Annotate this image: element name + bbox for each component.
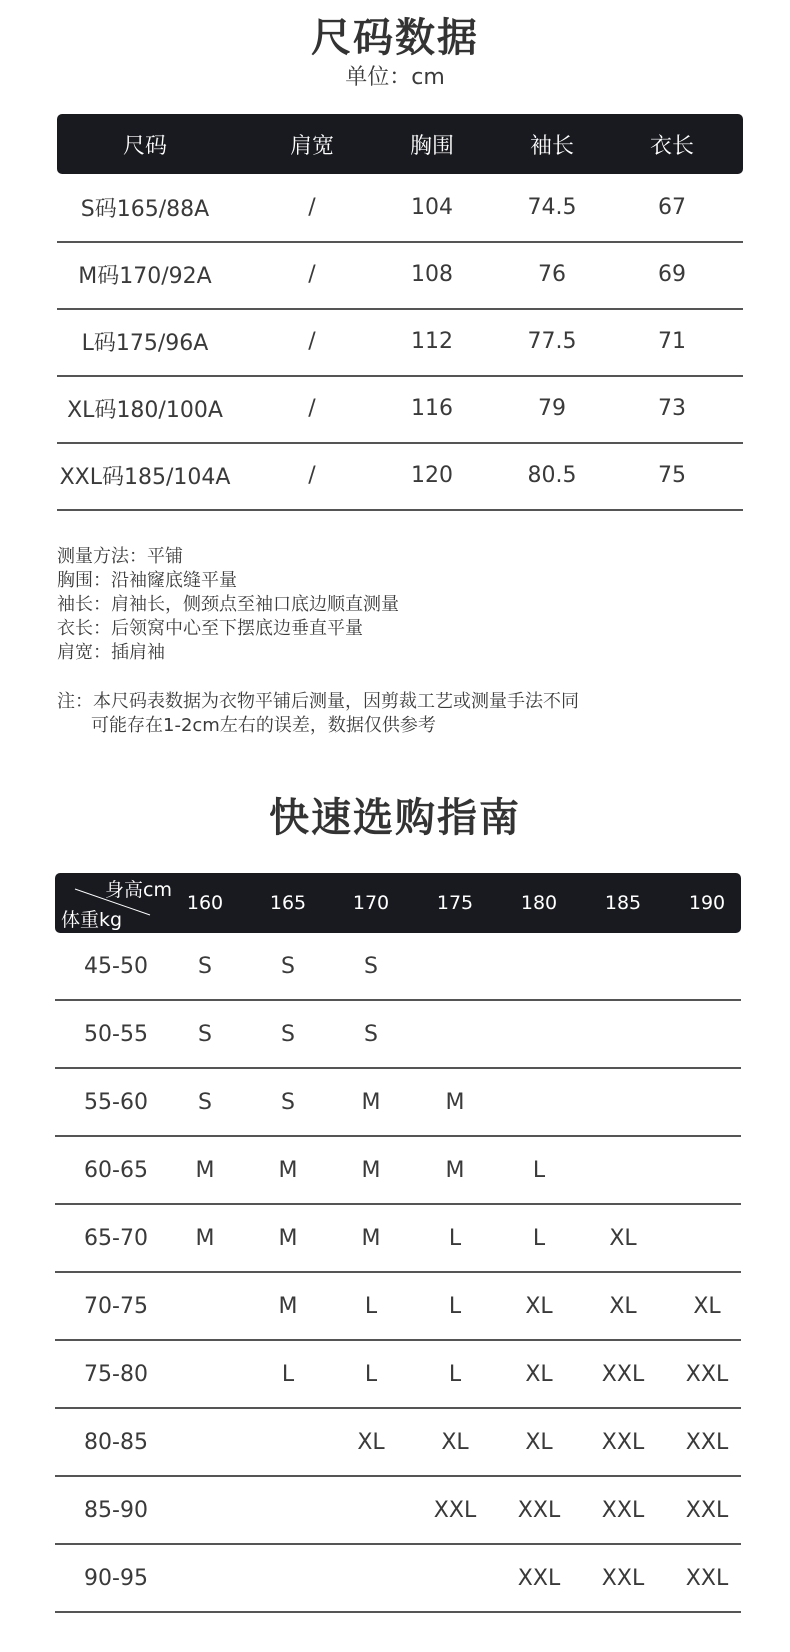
size-table-row	[57, 174, 743, 243]
size-cell: 116	[411, 396, 453, 421]
guide-table-row	[55, 1545, 741, 1613]
recommended-size-cell: XL	[609, 1293, 637, 1319]
recommended-size-cell: L	[448, 1361, 462, 1387]
recommended-size-cell: M	[195, 1225, 215, 1251]
recommended-size-cell: L	[448, 1293, 462, 1319]
size-cell: 71	[658, 329, 686, 354]
size-table-header	[57, 114, 743, 174]
recommended-size-cell: XL	[441, 1429, 469, 1455]
guide-table-row	[55, 1001, 741, 1069]
recommended-size-cell: L	[532, 1225, 546, 1251]
weight-range-cell: 75-80	[84, 1361, 148, 1387]
recommended-size-cell: M	[361, 1225, 381, 1251]
recommended-size-cell: S	[198, 1089, 212, 1115]
recommended-size-cell: M	[361, 1157, 381, 1183]
disclaimer-note	[57, 690, 579, 738]
guide-title: 快速选购指南	[269, 795, 521, 841]
size-cell: 120	[411, 463, 453, 488]
measurement-notes	[57, 545, 399, 665]
recommended-size-cell: M	[278, 1293, 298, 1319]
size-cell: 79	[538, 396, 566, 421]
recommended-size-cell: M	[361, 1089, 381, 1115]
recommended-size-cell: S	[281, 1021, 295, 1047]
size-cell: XL码180/100A	[67, 398, 223, 423]
size-cell: 108	[411, 262, 453, 287]
size-header-cell: 袖长	[529, 133, 575, 159]
size-cell: /	[308, 396, 316, 421]
size-cell: /	[308, 262, 316, 287]
size-table-row	[57, 442, 743, 511]
guide-table-row	[55, 1477, 741, 1545]
recommended-size-cell: S	[364, 1021, 378, 1047]
recommended-size-cell: S	[281, 1089, 295, 1115]
weight-range-cell: 60-65	[84, 1157, 148, 1183]
size-cell: 74.5	[527, 195, 577, 220]
recommended-size-cell: XXL	[685, 1565, 729, 1591]
size-cell: XXL码185/104A	[59, 465, 231, 490]
weight-range-cell: 45-50	[84, 953, 148, 979]
recommended-size-cell: M	[278, 1157, 298, 1183]
size-cell: M码170/92A	[78, 264, 212, 289]
height-axis-label: 身高cm	[105, 879, 172, 901]
recommended-size-cell: XXL	[601, 1429, 645, 1455]
height-header-cell: 170	[352, 892, 390, 914]
weight-range-cell: 70-75	[84, 1293, 148, 1319]
measurement-note-line: 衣长：后领窝中心至下摆底边垂直平量	[57, 618, 363, 639]
height-header-cell: 160	[186, 892, 224, 914]
size-cell: /	[308, 463, 316, 488]
recommended-size-cell: XL	[525, 1361, 553, 1387]
height-header-cell: 185	[604, 892, 642, 914]
recommended-size-cell: L	[364, 1361, 378, 1387]
recommended-size-cell: XXL	[601, 1361, 645, 1387]
guide-table-row	[55, 1341, 741, 1409]
weight-range-cell: 50-55	[84, 1021, 148, 1047]
recommended-size-cell: L	[532, 1157, 546, 1183]
weight-axis-label: 体重kg	[61, 909, 123, 931]
guide-table-header	[55, 873, 741, 933]
weight-range-cell: 90-95	[84, 1565, 148, 1591]
weight-range-cell: 80-85	[84, 1429, 148, 1455]
weight-range-cell: 55-60	[84, 1089, 148, 1115]
guide-table-row	[55, 1205, 741, 1273]
recommended-size-cell: M	[445, 1157, 465, 1183]
size-table-row	[57, 241, 743, 310]
size-cell: L码175/96A	[81, 331, 209, 356]
recommended-size-cell: XXL	[685, 1497, 729, 1523]
recommended-size-cell: XXL	[433, 1497, 477, 1523]
size-header-cell: 肩宽	[289, 133, 335, 159]
recommended-size-cell: L	[448, 1225, 462, 1251]
recommended-size-cell: XL	[525, 1293, 553, 1319]
measurement-note-line: 测量方法：平铺	[57, 546, 183, 567]
height-header-cell: 165	[269, 892, 307, 914]
size-cell: 76	[538, 262, 566, 287]
size-header-cell: 胸围	[409, 133, 455, 159]
height-header-cell: 175	[436, 892, 474, 914]
size-cell: 80.5	[527, 463, 577, 488]
size-cell: 67	[658, 195, 686, 220]
recommended-size-cell: S	[281, 953, 295, 979]
size-cell: 112	[411, 329, 453, 354]
weight-range-cell: 85-90	[84, 1497, 148, 1523]
guide-table-row	[55, 1137, 741, 1205]
recommended-size-cell: XXL	[517, 1497, 561, 1523]
recommended-size-cell: XL	[525, 1429, 553, 1455]
guide-table-row	[55, 933, 741, 1001]
guide-table-row	[55, 1273, 741, 1341]
recommended-size-cell: XXL	[517, 1565, 561, 1591]
recommended-size-cell: XL	[693, 1293, 721, 1319]
disclaimer-line: 可能存在1-2cm左右的误差，数据仅供参考	[91, 715, 436, 736]
weight-range-cell: 65-70	[84, 1225, 148, 1251]
recommended-size-cell: XXL	[601, 1497, 645, 1523]
recommended-size-cell: L	[364, 1293, 378, 1319]
recommended-size-cell: XL	[609, 1225, 637, 1251]
recommended-size-cell: M	[445, 1089, 465, 1115]
recommended-size-cell: M	[195, 1157, 215, 1183]
recommended-size-cell: S	[198, 1021, 212, 1047]
height-header-cell: 180	[520, 892, 558, 914]
measurement-note-line: 肩宽：插肩袖	[57, 642, 165, 663]
recommended-size-cell: XXL	[601, 1565, 645, 1591]
recommended-size-cell: S	[198, 953, 212, 979]
size-cell: 73	[658, 396, 686, 421]
recommended-size-cell: XXL	[685, 1429, 729, 1455]
recommended-size-cell: XL	[357, 1429, 385, 1455]
recommended-size-cell: S	[364, 953, 378, 979]
recommended-size-cell: L	[281, 1361, 295, 1387]
measurement-note-line: 胸围：沿袖窿底缝平量	[57, 570, 237, 591]
guide-table-row	[55, 1409, 741, 1477]
guide-table-row	[55, 1069, 741, 1137]
size-cell: 69	[658, 262, 686, 287]
size-chart-unit: 单位：cm	[345, 65, 445, 90]
height-header-cell: 190	[688, 892, 726, 914]
size-header-cell: 衣长	[649, 133, 695, 159]
size-cell: 75	[658, 463, 686, 488]
size-table-row	[57, 375, 743, 444]
size-cell: S码165/88A	[80, 197, 210, 222]
size-cell: 104	[411, 195, 453, 220]
recommended-size-cell: XXL	[685, 1361, 729, 1387]
measurement-note-line: 袖长：肩袖长，侧颈点至袖口底边顺直测量	[57, 594, 399, 615]
size-cell: /	[308, 195, 316, 220]
size-chart-title: 尺码数据	[311, 15, 479, 61]
guide-corner-cell	[55, 873, 175, 933]
recommended-size-cell: M	[278, 1225, 298, 1251]
size-table-row	[57, 308, 743, 377]
size-header-cell: 尺码	[122, 133, 168, 159]
size-cell: /	[308, 329, 316, 354]
disclaimer-line: 注：本尺码表数据为衣物平铺后测量，因剪裁工艺或测量手法不同	[57, 691, 579, 712]
size-cell: 77.5	[527, 329, 577, 354]
